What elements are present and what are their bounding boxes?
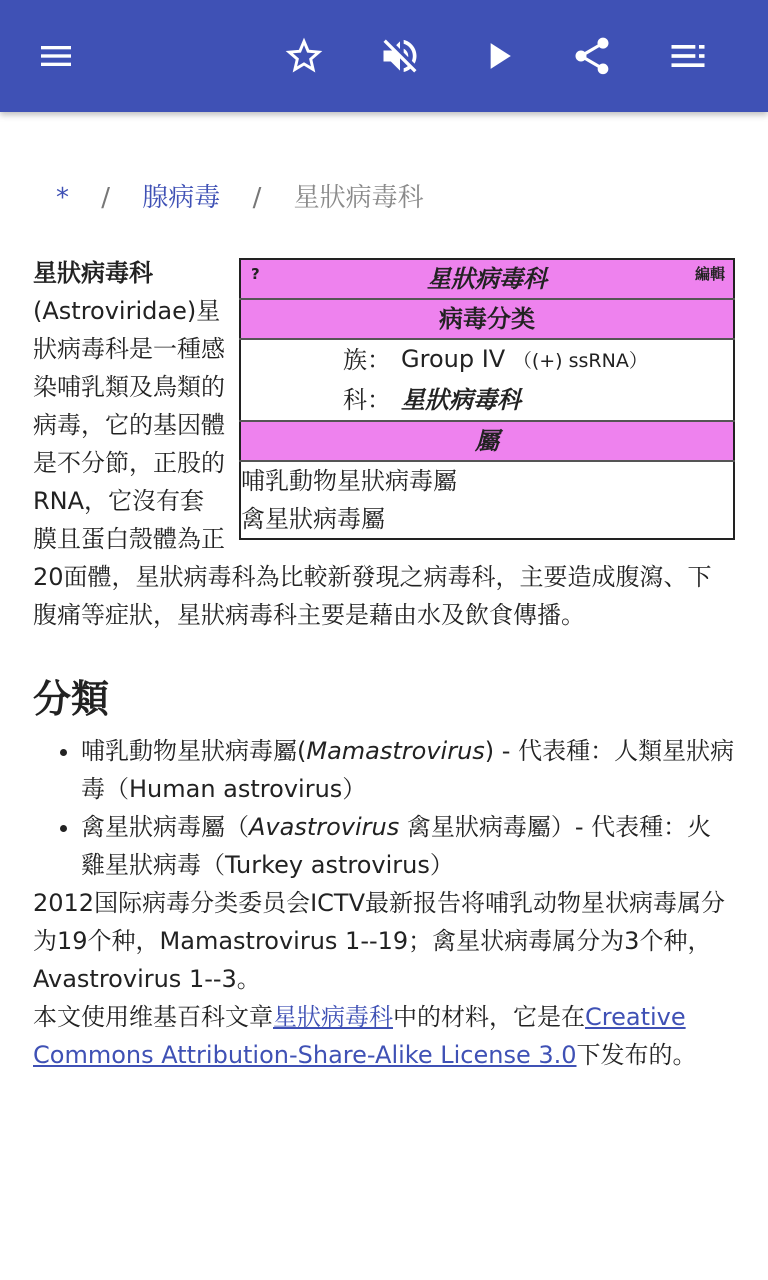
taxobox-genus-header: 屬 <box>240 421 734 461</box>
taxobox-row-value: 星狀病毒科 <box>401 386 521 414</box>
footer-text: 下发布的。 <box>576 1041 697 1069</box>
article-title-bold: 星狀病毒科 <box>33 259 153 287</box>
license-footer <box>33 998 735 1074</box>
list-item-text: ) - 代表種：人類星狀病毒（Human astrovirus） <box>81 737 735 803</box>
taxobox-title: 星狀病毒科 <box>427 265 547 293</box>
intro-text: (Astroviridae)星狀病毒科是一種感染哺乳類及鳥類的病毒，它的基因體是不分節，正股的RNA，它沒有套膜且蛋白殼體為正20面體，星狀病毒科為比較新發現之病毒科，主要造成腹瀉、下腹痛等症狀，星狀病毒科主要是藉由水及飲食傳播。 <box>33 297 712 629</box>
breadcrumb-current: 星狀病毒科 <box>293 183 424 213</box>
breadcrumb-separator: / <box>252 183 262 213</box>
breadcrumb-parent-link[interactable]: 腺病毒 <box>142 183 221 213</box>
breadcrumb <box>56 178 424 218</box>
list-item-text: 禽星狀病毒屬（ <box>81 813 249 841</box>
taxobox-ranks <box>240 339 734 421</box>
taxobox-help-link[interactable]: ? <box>251 265 260 283</box>
list-item-italic: Avastrovirus <box>249 813 400 841</box>
footer-text: 本文使用维基百科文章 <box>33 1003 273 1031</box>
taxobox-row-note: （(+) ssRNA） <box>512 350 648 372</box>
list-item <box>81 732 735 808</box>
genus-list <box>33 732 735 884</box>
taxobox-row-key: 族： <box>343 346 391 374</box>
list-item <box>81 808 735 884</box>
list-item-text: 哺乳動物星狀病毒屬( <box>81 737 307 765</box>
taxobox-title-row <box>240 259 734 299</box>
taxobox <box>239 258 735 540</box>
taxobox-genus-item: 禽星狀病毒屬 <box>241 505 385 533</box>
taxobox-row-key: 科： <box>343 386 391 414</box>
taxobox-edit-link[interactable]: 編輯 <box>694 265 725 283</box>
star-outline-icon[interactable] <box>276 28 332 84</box>
play-icon[interactable] <box>470 28 526 84</box>
source-article-link[interactable]: 星狀病毒科 <box>273 1003 393 1031</box>
footer-text: 中的材料，它是在 <box>393 1003 585 1031</box>
license-link[interactable]: Creative Commons Attribution-Share-Alike License 3.0 <box>33 1003 686 1069</box>
list-item-text: 禽星狀病毒屬）- 代表種：火雞星狀病毒（Turkey astrovirus） <box>81 813 712 879</box>
taxobox-row-family <box>241 380 733 420</box>
section-heading-classification: 分類 <box>33 677 110 721</box>
article-body <box>33 254 735 1074</box>
ictv-paragraph: 2012国际病毒分类委员会ICTV最新报告将哺乳动物星状病毒属分为19个种，Mamastrovirus 1--19；禽星状病毒属分为3个种，Avastrovirus 1--3。 <box>33 889 725 993</box>
breadcrumb-root-link[interactable]: * <box>56 183 69 213</box>
taxobox-genus-item: 哺乳動物星狀病毒屬 <box>241 467 457 495</box>
taxobox-genera <box>240 461 734 539</box>
menu-icon[interactable] <box>28 28 84 84</box>
share-icon[interactable] <box>564 28 620 84</box>
app-bar <box>0 0 768 112</box>
breadcrumb-separator: / <box>101 183 111 213</box>
taxobox-classification-header: 病毒分类 <box>240 299 734 339</box>
playlist-icon[interactable] <box>660 28 716 84</box>
taxobox-row-group <box>241 340 733 380</box>
taxobox-row-value: Group IV <box>401 345 506 373</box>
volume-off-icon[interactable] <box>372 28 428 84</box>
list-item-italic: Mamastrovirus <box>306 737 485 765</box>
